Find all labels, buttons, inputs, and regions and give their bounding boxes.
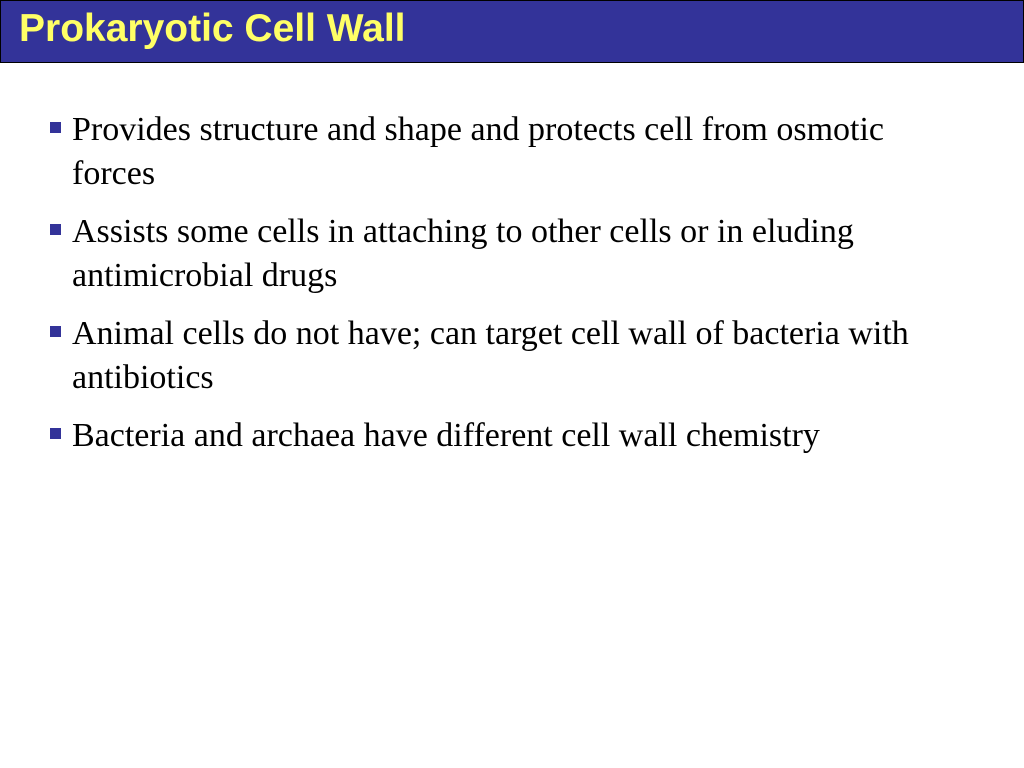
bullet-item xyxy=(48,312,948,400)
square-bullet-icon xyxy=(50,326,61,337)
square-bullet-icon xyxy=(50,428,61,439)
slide-title: Prokaryotic Cell Wall xyxy=(19,7,406,50)
square-bullet-icon xyxy=(50,224,61,235)
bullet-text: Bacteria and archaea have different cell wall chemistry xyxy=(72,417,820,454)
bullet-item xyxy=(48,210,948,298)
bullet-text: Assists some cells in attaching to other cells or in eluding antimicrobial drugs xyxy=(72,213,854,294)
bullet-text: Animal cells do not have; can target cell wall of bacteria with antibiotics xyxy=(72,315,909,396)
square-bullet-icon xyxy=(50,122,61,133)
bullet-list xyxy=(48,108,948,472)
bullet-item xyxy=(48,108,948,196)
bullet-item xyxy=(48,414,948,458)
bullet-text: Provides structure and shape and protects cell from osmotic forces xyxy=(72,111,884,192)
title-bar xyxy=(0,0,1024,63)
